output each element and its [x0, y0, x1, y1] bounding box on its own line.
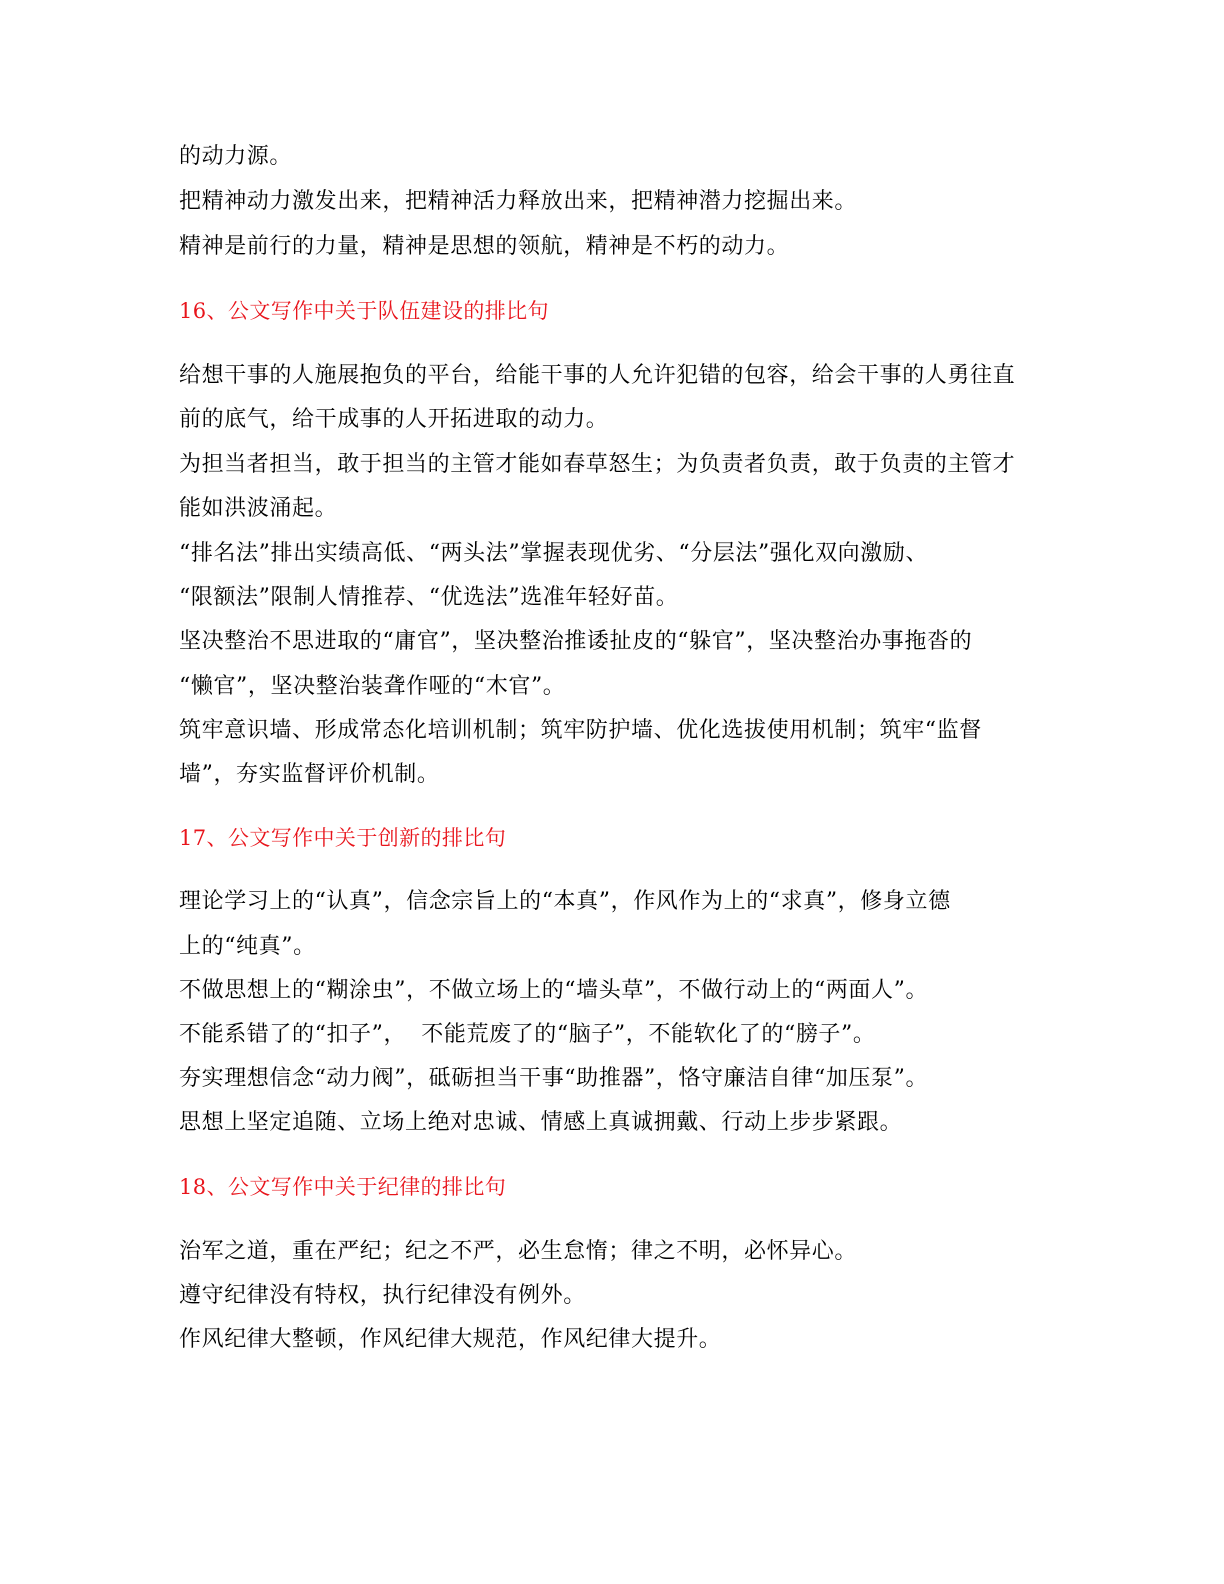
- section-16-heading: 16、公文写作中关于队伍建设的排比句: [179, 299, 549, 323]
- section-16-paragraph-3-line-1: “排名法”排出实绩高低、“两头法”掌握表现优劣、“分层法”强化双向激励、: [179, 541, 929, 566]
- section-16-paragraph-4-line-1: 坚决整治不思进取的“庸官”，坚决整治推诿扯皮的“躲官”，坚决整治办事拖沓的: [179, 629, 973, 654]
- section-16-paragraph-2-line-2: 能如洪波涌起。: [179, 496, 338, 521]
- section-16-paragraph-3-line-2: “限额法”限制人情推荐、“优选法”选准年轻好苗。: [179, 585, 679, 610]
- section-17-paragraph-2-line-1: 不做思想上的“糊涂虫”，不做立场上的“墙头草”，不做行动上的“两面人”。: [179, 978, 929, 1003]
- section-16-paragraph-1-line-2: 前的底气，给干成事的人开拓进取的动力。: [179, 407, 609, 432]
- section-18-paragraph-2-line-1: 遵守纪律没有特权，执行纪律没有例外。: [179, 1283, 586, 1308]
- section-17-heading: 17、公文写作中关于创新的排比句: [179, 826, 507, 850]
- section-17-paragraph-1-line-2: 上的“纯真”。: [179, 934, 316, 959]
- section-16-paragraph-5-line-1: 筑牢意识墙、形成常态化培训机制；筑牢防护墙、优化选拔使用机制；筑牢“监督: [179, 718, 982, 743]
- section-18-heading: 18、公文写作中关于纪律的排比句: [179, 1175, 507, 1199]
- section-18-paragraph-1-line-1: 治军之道，重在严纪；纪之不严，必生怠惰；律之不明，必怀异心。: [179, 1239, 858, 1264]
- section-18-paragraph-3-line-1: 作风纪律大整顿，作风纪律大规范，作风纪律大提升。: [179, 1327, 722, 1352]
- section-17-paragraph-1-line-1: 理论学习上的“认真”，信念宗旨上的“本真”，作风作为上的“求真”，修身立德: [179, 889, 951, 914]
- intro-paragraph-1-line-1: 的动力源。: [179, 144, 293, 169]
- section-16-paragraph-1-line-1: 给想干事的人施展抱负的平台，给能干事的人允许犯错的包容，给会干事的人勇往直: [179, 363, 1016, 388]
- section-16-paragraph-4-line-2: “懒官”，坚决整治装聋作哑的“木官”。: [179, 674, 566, 699]
- section-16-paragraph-5-line-2: 墙”，夯实监督评价机制。: [179, 762, 440, 787]
- intro-paragraph-2-line-1: 把精神动力激发出来，把精神活力释放出来，把精神潜力挖掘出来。: [179, 189, 858, 214]
- section-17-paragraph-3-line-1: 不能系错了的“扣子”， 不能荒废了的“脑子”，不能软化了的“膀子”。: [179, 1022, 876, 1047]
- section-17-paragraph-5-line-1: 思想上坚定追随、立场上绝对忠诚、情感上真诚拥戴、行动上步步紧跟。: [179, 1110, 903, 1135]
- intro-paragraph-3-line-1: 精神是前行的力量，精神是思想的领航，精神是不朽的动力。: [179, 234, 790, 259]
- section-16-paragraph-2-line-1: 为担当者担当，敢于担当的主管才能如春草怒生；为负责者负责，敢于负责的主管才: [179, 452, 1016, 477]
- section-17-paragraph-4-line-1: 夯实理想信念“动力阀”，砥砺担当干事“助推器”，恪守廉洁自律“加压泵”。: [179, 1066, 929, 1091]
